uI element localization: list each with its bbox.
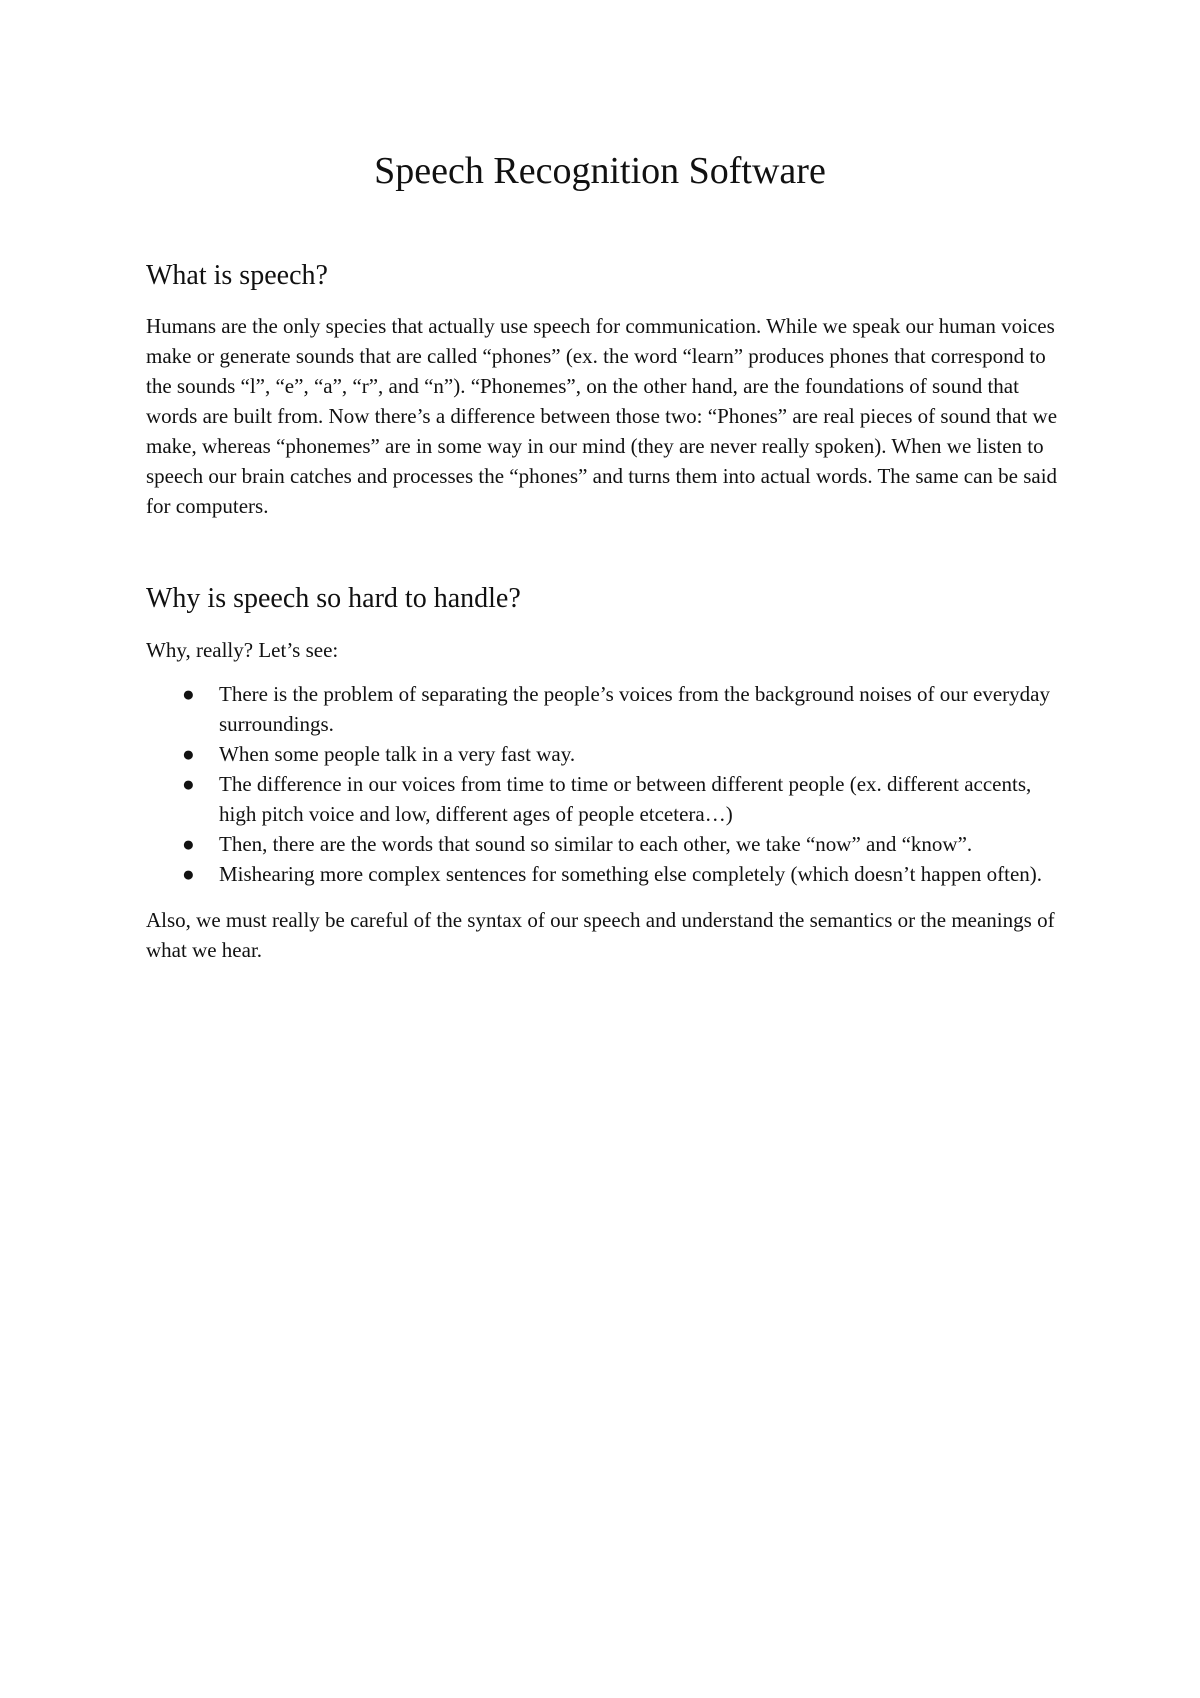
bullet-icon: ● [182, 682, 195, 706]
closing-paragraph: Also, we must really be careful of the syntax of our speech and understand the semantics or the meanings of what we hear. [146, 908, 1055, 962]
list-item [146, 829, 1066, 859]
list-item-text: The difference in our voices from time to time or between different people (ex. different accents, high pitch voice and low, different ages of people etcetera…) [219, 772, 1032, 826]
list-item [146, 679, 1066, 739]
bullet-icon: ● [182, 862, 195, 886]
list-item-text: When some people talk in a very fast way. [219, 742, 576, 766]
document-title: Speech Recognition Software [374, 150, 826, 192]
list-item [146, 769, 1066, 829]
list-item-text: Mishearing more complex sentences for something else completely (which doesn’t happen often). [219, 862, 1043, 886]
section-paragraph-what-is-speech: Humans are the only species that actually use speech for communication. While we speak our human voices make or generate sounds that are called “phones” (ex. the word “learn” produces phones that correspond to the sounds “l”, “e”, “a”, “r”, and “n”). “Phonemes”, on the other hand, are the foundations of sound that words are built from. Now there’s a difference between those two: “Phones” are real pieces of sound that we make, whereas “phonemes” are in some way in our mind (they are never really spoken). When we listen to speech our brain catches and processes the “phones” and turns them into actual words. The same can be said for computers. [146, 314, 1058, 518]
list-item [146, 859, 1066, 889]
section-heading-why-hard: Why is speech so hard to handle? [146, 583, 521, 614]
document-body [146, 258, 1066, 965]
bullet-icon: ● [182, 742, 195, 766]
section-intro-why-hard: Why, really? Let’s see: [146, 638, 339, 662]
bullet-icon: ● [182, 832, 195, 856]
list-item [146, 739, 1066, 769]
bullet-icon: ● [182, 772, 195, 796]
list-item-text: Then, there are the words that sound so similar to each other, we take “now” and “know”. [219, 832, 973, 856]
list-item-text: There is the problem of separating the people’s voices from the background noises of our everyday surroundings. [219, 682, 1050, 736]
bullet-list [146, 679, 1066, 889]
section-heading-what-is-speech: What is speech? [146, 260, 328, 291]
